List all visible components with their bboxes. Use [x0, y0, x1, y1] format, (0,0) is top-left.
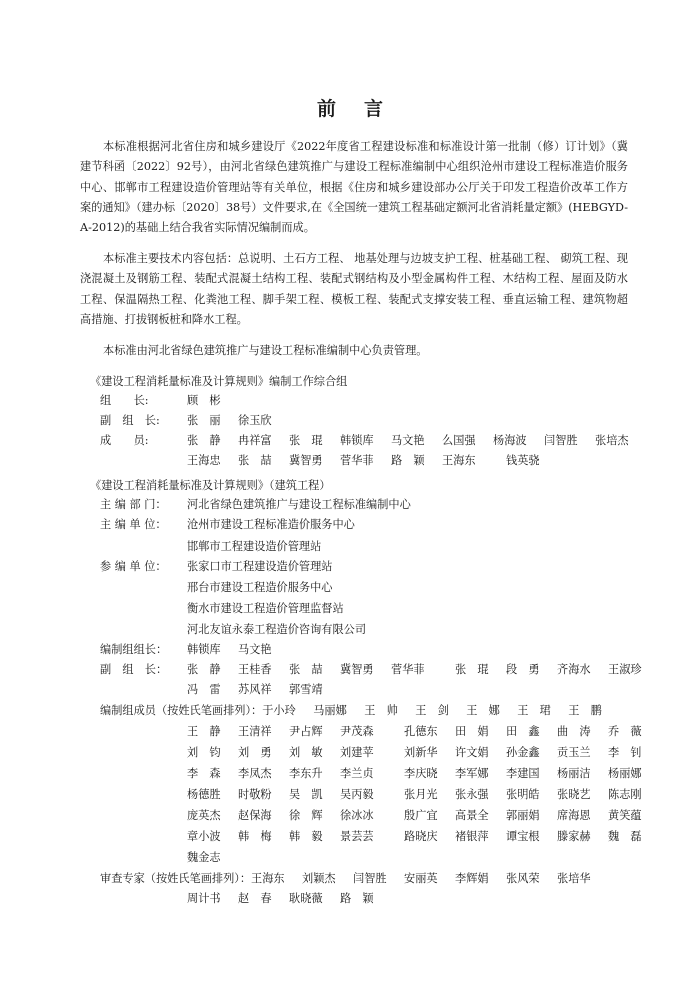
members-row	[187, 764, 642, 784]
page-title	[0, 94, 700, 121]
name: 么国强	[442, 434, 476, 447]
name: 王海东	[251, 872, 285, 885]
name: 菅华菲	[391, 663, 425, 676]
editor-deputy-row	[100, 660, 640, 700]
name: 冀智勇	[289, 454, 323, 467]
name: 路 颖	[340, 892, 374, 905]
name: 李凤杰	[238, 767, 272, 780]
members-row	[187, 827, 642, 847]
name: 韩锁库	[187, 643, 221, 656]
participant-label: 参 编 单 位：	[100, 560, 167, 573]
name: 张晓艺	[557, 788, 591, 801]
name: 王 珺	[517, 704, 551, 717]
reviewers-second-line	[187, 889, 374, 909]
name: 谭宝根	[506, 830, 540, 843]
name: 冀智勇	[340, 663, 374, 676]
name: 李建国	[506, 767, 540, 780]
members-row	[187, 722, 642, 742]
name: 张风荣	[506, 872, 540, 885]
name: 周计书	[187, 892, 221, 905]
group1-leader-label: 组 长:	[100, 394, 149, 407]
name: 齐海水	[557, 663, 591, 676]
name: 景芸芸	[340, 830, 374, 843]
name: 刘 勇	[238, 746, 272, 759]
name: 韩 梅	[238, 830, 272, 843]
paragraph-management: 本标准由河北省绿色建筑推广与建设工程标准编制中心负责管理。	[103, 344, 428, 357]
name: 徐冰冰	[340, 809, 374, 822]
name: 郭雪靖	[289, 683, 323, 696]
group1-deputy-label: 副 组 长:	[100, 414, 160, 427]
name: 乔 薇	[608, 725, 642, 738]
name: 李军娜	[455, 767, 489, 780]
name: 安丽英	[404, 872, 438, 885]
name: 庞英杰	[187, 809, 221, 822]
name: 刘颖杰	[302, 872, 336, 885]
name: 马文艳	[391, 434, 425, 447]
name: 王 娜	[466, 704, 500, 717]
name: 王 鹏	[568, 704, 602, 717]
editor-leader-row	[100, 640, 640, 660]
group1-leader-row	[100, 391, 640, 411]
reviewers-first-line	[100, 869, 591, 889]
name: 闫智胜	[353, 872, 387, 885]
group2-title: 《建设工程消耗量标准及计算规则》（建筑工程）	[90, 479, 331, 492]
name: 陈志刚	[608, 788, 642, 801]
name: 李兰贞	[340, 767, 374, 780]
group1-members-label: 成 员:	[100, 434, 149, 447]
name: 尹茂森	[340, 725, 374, 738]
name: 殷广宜	[404, 809, 438, 822]
name: 吴丙毅	[340, 788, 374, 801]
name: 路 颖	[391, 454, 425, 467]
name: 闫智胜	[544, 434, 578, 447]
name: 张永强	[455, 788, 489, 801]
name: 菅华菲	[340, 454, 374, 467]
name: 韩 毅	[289, 830, 323, 843]
name: 王淑珍	[608, 663, 642, 676]
name: 刘新华	[404, 746, 438, 759]
name: 张培杰	[595, 434, 629, 447]
name: 曲 涛	[557, 725, 591, 738]
group1-deputy-row	[100, 411, 640, 431]
members-row	[187, 848, 221, 868]
name: 刘 钧	[187, 746, 221, 759]
name: 赵保海	[238, 809, 272, 822]
name: 韩锁库	[340, 434, 374, 447]
name: 孔德东	[404, 725, 438, 738]
name: 杨德胜	[187, 788, 221, 801]
editor-deputy-label: 副 组 长：	[100, 663, 168, 676]
name: 冉祥富	[238, 434, 272, 447]
name: 王 剑	[415, 704, 449, 717]
name: 李 森	[187, 767, 221, 780]
name: 魏 磊	[608, 830, 642, 843]
chief-dept: 河北省绿色建筑推广与建设工程标准编制中心	[187, 498, 411, 511]
name: 李东升	[289, 767, 323, 780]
name: 魏金志	[187, 851, 221, 864]
name: 张 喆	[289, 663, 323, 676]
name: 王海忠	[187, 454, 221, 467]
name: 钱英骁	[506, 454, 540, 467]
name: 高景全	[455, 809, 489, 822]
chief-dept-label: 主 编 部 门：	[100, 498, 167, 511]
name: 王桂香	[238, 663, 272, 676]
name: 时敬粉	[238, 788, 272, 801]
name: 田 娟	[455, 725, 489, 738]
name: 张月光	[404, 788, 438, 801]
name: 马文艳	[238, 643, 272, 656]
name: 王 帅	[364, 704, 398, 717]
name: 尹占辉	[289, 725, 323, 738]
name: 孙金鑫	[506, 746, 540, 759]
name: 滕家赫	[557, 830, 591, 843]
name: 郭丽娟	[506, 809, 540, 822]
members-row	[187, 806, 642, 826]
name: 王海东	[442, 454, 476, 467]
paragraph-contents: 本标准主要技术内容包括：总说明、土石方工程、 地基处理与边坡支护工程、桩基础工程、 砌筑工程、现浇混凝土及钢筋工程、装配式混凝土结构工程、装配式钢结构及小型金属构件工程、木结构工程、屋面及防水工程、保温隔热工程、化粪池工程、脚手架工程、模板工程、装配式支撑安装工程、垂直运输工程、建筑物超高措施、打拔钢板桩和降水工程。	[80, 252, 628, 326]
name: 章小波	[187, 830, 221, 843]
participant-unit: 衡水市建设工程造价管理监督站	[187, 602, 344, 615]
editor-leader-label: 编制组组长：	[100, 643, 168, 656]
name: 杨丽洁	[557, 767, 591, 780]
reviewers-label: 审查专家（按姓氏笔画排列）：	[100, 872, 252, 885]
name: 张培华	[557, 872, 591, 885]
name: 张 琨	[455, 663, 489, 676]
name: 冯 雷	[187, 683, 221, 696]
name: 于小玲	[262, 704, 296, 717]
chief-unit: 沧州市建设工程标准造价服务中心	[187, 518, 355, 531]
name: 李庆晓	[404, 767, 438, 780]
name: 刘建苹	[340, 746, 374, 759]
members-row	[187, 785, 642, 805]
members-label: 编制组成员（按姓氏笔画排列）：	[100, 704, 263, 717]
chief-unit-row	[100, 515, 640, 555]
name: 徐 辉	[289, 809, 323, 822]
participant-unit: 河北友谊永泰工程造价咨询有限公司	[187, 623, 367, 636]
name: 王清祥	[238, 725, 272, 738]
chief-unit: 邯郸市工程建设造价管理站	[187, 540, 322, 553]
name: 刘 敏	[289, 746, 323, 759]
name: 赵 春	[238, 892, 272, 905]
name: 吴 凯	[289, 788, 323, 801]
name: 张 静	[187, 434, 221, 447]
name: 段 勇	[506, 663, 540, 676]
group1-leader: 顾 彬	[187, 394, 221, 407]
name: 杨丽娜	[608, 767, 642, 780]
name: 贡玉兰	[557, 746, 591, 759]
name: 张 琨	[289, 434, 323, 447]
members-row	[187, 743, 642, 763]
members-first-line	[100, 701, 602, 721]
name: 张 丽	[187, 414, 221, 427]
participant-row	[100, 557, 640, 637]
group1-members-row	[100, 431, 640, 471]
group1-title: 《建设工程消耗量标准及计算规则》编制工作综合组	[90, 375, 348, 388]
participant-unit: 张家口市工程建设造价管理站	[187, 560, 333, 573]
title-char-1: 前	[316, 98, 336, 120]
chief-unit-label: 主 编 单 位：	[100, 518, 167, 531]
name: 王 静	[187, 725, 221, 738]
chief-dept-row	[100, 495, 640, 515]
participant-unit: 邢台市建设工程造价服务中心	[187, 581, 333, 594]
name: 马丽娜	[313, 704, 347, 717]
title-char-2: 言	[364, 98, 384, 120]
name: 褚银萍	[455, 830, 489, 843]
name: 黄笑蕴	[608, 809, 642, 822]
name: 张 静	[187, 663, 221, 676]
paragraph-basis: 本标准根据河北省住房和城乡建设厅《2022年度省工程建设标准和标准设计第一批制（修）订计划》（冀建节科函〔2022〕92号），由河北省绿色建筑推广与建设工程标准编制中心组织沧州市建设工程标准造价服务中心、邯郸市工程建设造价管理站等有关单位，根据《住房和城乡建设部办公厅关于印发工程造价改革工作方案的通知》（建办标〔2020〕38号）文件要求,在《全国统一建筑工程基础定额河北省消耗量定额》(HEBGYD-A-2012)的基础上结合我省实际情况编制而成。	[80, 140, 628, 235]
name: 李 钊	[608, 746, 642, 759]
name: 许文娟	[455, 746, 489, 759]
name: 张明皓	[506, 788, 540, 801]
name: 耿晓薇	[289, 892, 323, 905]
name: 杨海波	[493, 434, 527, 447]
name: 田 鑫	[506, 725, 540, 738]
name: 席海恩	[557, 809, 591, 822]
name: 张 喆	[238, 454, 272, 467]
name: 苏风祥	[238, 683, 272, 696]
name: 路晓庆	[404, 830, 438, 843]
name: 李辉娟	[455, 872, 489, 885]
name: 徐玉欣	[238, 414, 272, 427]
